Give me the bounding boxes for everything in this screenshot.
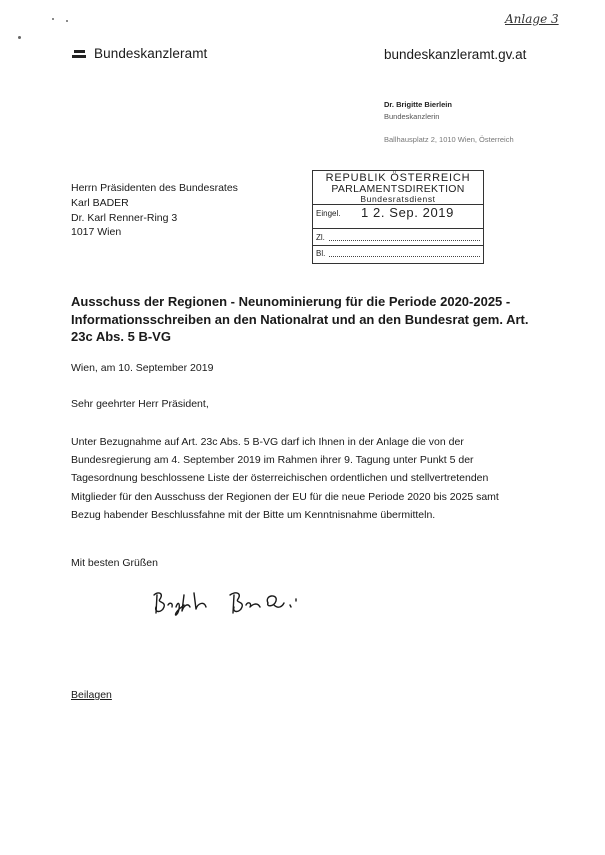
stamp-line-1: REPUBLIK ÖSTERREICH [325, 172, 471, 184]
stamp-divider [313, 228, 483, 229]
place-date: Wien, am 10. September 2019 [71, 362, 214, 374]
closing: Mit besten Grüßen [71, 557, 158, 569]
stamp-received-row [316, 205, 480, 220]
stamp-bl-label: Bl. [316, 249, 326, 258]
recipient-line: Herrn Präsidenten des Bundesrates [71, 182, 238, 194]
stamp-bl-row [316, 249, 480, 258]
stamp-divider [313, 245, 483, 246]
scan-speck [66, 20, 68, 22]
enclosures-label: Beilagen [71, 689, 112, 701]
letterhead-logo [72, 46, 207, 61]
sender-role: Bundeskanzlerin [384, 112, 440, 121]
stamp-line-2: PARLAMENTSDIREKTION [331, 183, 465, 195]
letter-body: Unter Bezugnahme auf Art. 23c Abs. 5 B-VG darf ich Ihnen in der Anlage die von der Bundesregierung am 4. September 2019 im Rahmen ihrer 9. Tagung unter Punkt 5 der Tagesordnung beschlossene Liste der österreichischen ordentlichen und stellvertretenden Mitglieder für den Ausschuss der Regionen der EU für die neue Periode 2020 bis 2025 samt Bezug habender Beschlussfahne mit der Bitte um Kenntnisnahme übermitteln. [71, 436, 499, 521]
website-url: bundeskanzleramt.gv.at [384, 47, 527, 62]
stamp-received-date: 1 2. Sep. 2019 [361, 205, 454, 220]
scan-speck [52, 18, 54, 20]
sender-name: Dr. Brigitte Bierlein [384, 100, 452, 109]
letter-subject: Ausschuss der Regionen - Neunominierung für die Periode 2020-2025 - Informationsschreiben an den Nationalrat und an den Bundesrat gem. Art. 23c Abs. 5 B-VG [71, 294, 529, 344]
sender-block [384, 99, 514, 146]
bundeskanzleramt-logo-icon [72, 49, 86, 59]
received-stamp [312, 170, 484, 264]
handwritten-annotation: Anlage 3 [505, 12, 559, 26]
recipient-line: Dr. Karl Renner-Ring 3 [71, 211, 178, 224]
recipient-line: 1017 Wien [71, 226, 122, 239]
recipient-address [71, 181, 238, 240]
sender-address: Ballhausplatz 2, 1010 Wien, Österreich [384, 135, 514, 144]
handwritten-signature-icon [150, 585, 350, 630]
stamp-received-label: Eingel. [316, 209, 341, 218]
scan-speck [18, 36, 21, 39]
org-name: Bundeskanzleramt [94, 46, 208, 61]
stamp-zl-row [316, 233, 480, 242]
stamp-zl-label: Zl. [316, 233, 325, 242]
stamp-line-3: Bundesratsdienst [360, 194, 436, 204]
stamp-zl-dots [329, 240, 480, 241]
salutation: Sehr geehrter Herr Präsident, [71, 398, 209, 410]
recipient-line: Karl BADER [71, 196, 129, 209]
stamp-bl-dots [329, 256, 480, 257]
